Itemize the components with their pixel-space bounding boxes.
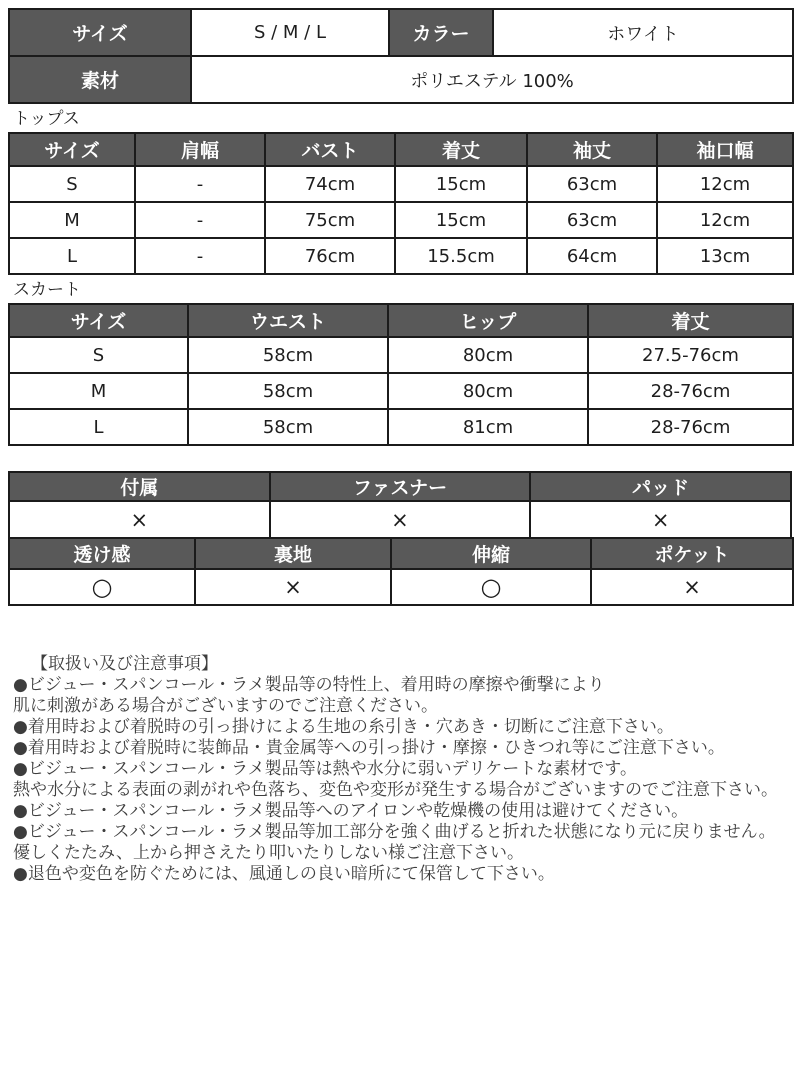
skirt-row-s bbox=[9, 337, 793, 373]
features-b-header-cell: 伸縮 bbox=[391, 538, 591, 569]
features-a-header-cell: パッド bbox=[530, 472, 791, 501]
tops-header-cell: サイズ bbox=[9, 133, 135, 166]
features-b-header-cell: ポケット bbox=[591, 538, 793, 569]
features-b-value-row bbox=[9, 569, 793, 605]
skirt-row-m bbox=[9, 373, 793, 409]
skirt-cell: 80cm bbox=[388, 337, 588, 373]
spec-row-material bbox=[9, 56, 793, 103]
tops-cell: 74cm bbox=[265, 166, 395, 202]
material-label-cell: 素材 bbox=[9, 56, 191, 103]
tops-section-label: トップス bbox=[13, 109, 80, 129]
tops-row-m bbox=[9, 202, 793, 238]
tops-cell: S bbox=[9, 166, 135, 202]
skirt-section-label: スカート bbox=[13, 280, 81, 300]
color-label-cell: カラー bbox=[389, 9, 493, 56]
feature-mark-cell: × bbox=[530, 501, 791, 538]
tops-header-cell: バスト bbox=[265, 133, 395, 166]
care-note-line: ●ビジュー・スパンコール・ラメ製品等は熱や水分に弱いデリケートな素材です。 bbox=[13, 759, 637, 779]
tops-header-cell: 肩幅 bbox=[135, 133, 265, 166]
tops-cell: 13cm bbox=[657, 238, 793, 274]
skirt-cell: 81cm bbox=[388, 409, 588, 445]
care-note-line: ●着用時および着脱時の引っ掛けによる生地の糸引き・穴あき・切断にご注意下さい。 bbox=[13, 717, 674, 737]
care-note-line: 肌に刺激がある場合がございますのでご注意ください。 bbox=[13, 696, 438, 716]
skirt-cell: 58cm bbox=[188, 337, 388, 373]
skirt-cell: 28-76cm bbox=[588, 409, 793, 445]
features-a-header-cell: 付属 bbox=[9, 472, 270, 501]
tops-cell: - bbox=[135, 202, 265, 238]
care-note-line: ●着用時および着脱時に装飾品・貴金属等への引っ掛け・摩擦・ひきつれ等にご注意下さい。 bbox=[13, 738, 725, 758]
color-value-cell: ホワイト bbox=[493, 9, 793, 56]
tops-header-cell: 着丈 bbox=[395, 133, 527, 166]
tops-cell: 15cm bbox=[395, 166, 527, 202]
skirt-row-l bbox=[9, 409, 793, 445]
features-b-header-cell: 裏地 bbox=[195, 538, 391, 569]
tops-size-table bbox=[8, 132, 794, 275]
tops-row-l bbox=[9, 238, 793, 274]
skirt-header-row bbox=[9, 304, 793, 337]
features-b-header-cell: 透け感 bbox=[9, 538, 195, 569]
tops-cell: 64cm bbox=[527, 238, 657, 274]
skirt-cell: 27.5-76cm bbox=[588, 337, 793, 373]
skirt-header-cell: 着丈 bbox=[588, 304, 793, 337]
material-value-cell: ポリエステル 100% bbox=[191, 56, 793, 103]
tops-cell: 12cm bbox=[657, 166, 793, 202]
skirt-cell: 28-76cm bbox=[588, 373, 793, 409]
tops-cell: 63cm bbox=[527, 166, 657, 202]
skirt-cell: 58cm bbox=[188, 409, 388, 445]
care-note-line: 熱や水分による表面の剥がれや色落ち、変色や変形が発生する場合がございますのでご注意下さい。 bbox=[13, 780, 778, 800]
skirt-header-cell: ヒップ bbox=[388, 304, 588, 337]
features-a-value-row bbox=[9, 501, 791, 538]
tops-cell: - bbox=[135, 166, 265, 202]
skirt-cell: 80cm bbox=[388, 373, 588, 409]
care-note-line: ●ビジュー・スパンコール・ラメ製品等加工部分を強く曲げると折れた状態になり元に戻りません。 bbox=[13, 822, 776, 842]
spec-table bbox=[8, 8, 794, 104]
features-a-header-row bbox=[9, 472, 791, 501]
size-value-cell: S / M / L bbox=[191, 9, 389, 56]
tops-cell: 63cm bbox=[527, 202, 657, 238]
features-table-fabric bbox=[8, 537, 794, 606]
tops-header-row bbox=[9, 133, 793, 166]
tops-header-cell: 袖口幅 bbox=[657, 133, 793, 166]
care-note-line: ●ビジュー・スパンコール・ラメ製品等へのアイロンや乾燥機の使用は避けてください。 bbox=[13, 801, 689, 821]
feature-mark-cell: × bbox=[591, 569, 793, 605]
skirt-cell: 58cm bbox=[188, 373, 388, 409]
tops-cell: 15.5cm bbox=[395, 238, 527, 274]
skirt-header-cell: サイズ bbox=[9, 304, 188, 337]
feature-mark-cell: ○ bbox=[391, 569, 591, 605]
tops-row-s bbox=[9, 166, 793, 202]
size-label-cell: サイズ bbox=[9, 9, 191, 56]
feature-mark-cell: × bbox=[195, 569, 391, 605]
features-table-accessories bbox=[8, 471, 792, 539]
care-notes bbox=[8, 654, 792, 885]
tops-cell: 75cm bbox=[265, 202, 395, 238]
care-note-line: ●退色や変色を防ぐためには、風通しの良い暗所にて保管して下さい。 bbox=[13, 864, 555, 884]
skirt-cell: S bbox=[9, 337, 188, 373]
skirt-header-cell: ウエスト bbox=[188, 304, 388, 337]
tops-cell: 76cm bbox=[265, 238, 395, 274]
tops-cell: M bbox=[9, 202, 135, 238]
features-a-header-cell: ファスナー bbox=[270, 472, 531, 501]
care-notes-title: 【取扱い及び注意事項】 bbox=[31, 654, 218, 674]
tops-cell: L bbox=[9, 238, 135, 274]
tops-cell: 12cm bbox=[657, 202, 793, 238]
skirt-size-table bbox=[8, 303, 794, 446]
feature-mark-cell: ○ bbox=[9, 569, 195, 605]
feature-mark-cell: × bbox=[270, 501, 531, 538]
features-b-header-row bbox=[9, 538, 793, 569]
skirt-cell: M bbox=[9, 373, 188, 409]
spec-row-size-color bbox=[9, 9, 793, 56]
care-note-line: 優しくたたみ、上から押さえたり叩いたりしない様ご注意下さい。 bbox=[13, 843, 525, 863]
tops-header-cell: 袖丈 bbox=[527, 133, 657, 166]
feature-mark-cell: × bbox=[9, 501, 270, 538]
skirt-cell: L bbox=[9, 409, 188, 445]
tops-cell: - bbox=[135, 238, 265, 274]
tops-cell: 15cm bbox=[395, 202, 527, 238]
care-note-line: ●ビジュー・スパンコール・ラメ製品等の特性上、着用時の摩擦や衝撃により bbox=[13, 675, 605, 695]
